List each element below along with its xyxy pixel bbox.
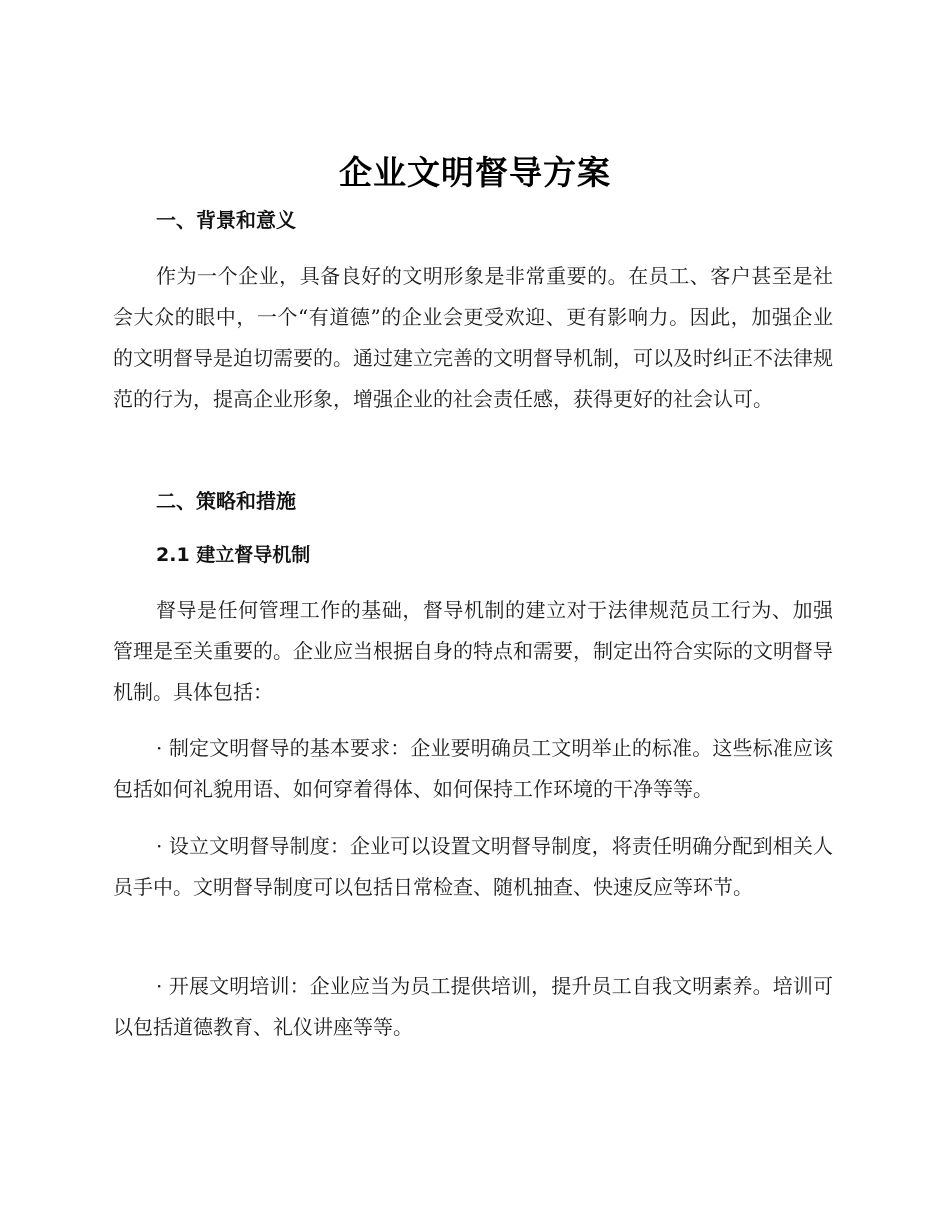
- paragraph-mechanism: 督导是任何管理工作的基础，督导机制的建立对于法律规范员工行为、加强管理是至关重要的。企业应当根据自身的特点和需要，制定出符合实际的文明督导机制。具体包括：: [113, 598, 833, 704]
- document-title: 企业文明督导方案: [339, 153, 611, 192]
- bullet-item-training: · 开展文明培训：企业应当为员工提供培训，提升员工自我文明素养。培训可以包括道德教育、礼仪讲座等等。: [113, 974, 833, 1039]
- subsection-heading-mechanism: 2.1 建立督导机制: [156, 544, 311, 566]
- section-heading-background: 一、背景和意义: [156, 208, 296, 232]
- section-heading-strategy: 二、策略和措施: [156, 489, 296, 513]
- paragraph-background: 作为一个企业，具备良好的文明形象是非常重要的。在员工、客户甚至是社会大众的眼中，一个“有道德”的企业会更受欢迎、更有影响力。因此，加强企业的文明督导是迫切需要的。通过建立完善的文明督导机制，可以及时纠正不法律规范的行为，提高企业形象，增强企业的社会责任感，获得更好的社会认可。: [113, 264, 833, 411]
- bullet-item-requirements: · 制定文明督导的基本要求：企业要明确员工文明举止的标准。这些标准应该包括如何礼貌用语、如何穿着得体、如何保持工作环境的干净等等。: [113, 736, 833, 801]
- bullet-item-system: · 设立文明督导制度：企业可以设置文明督导制度，将责任明确分配到相关人员手中。文明督导制度可以包括日常检查、随机抽查、快速反应等环节。: [113, 834, 833, 899]
